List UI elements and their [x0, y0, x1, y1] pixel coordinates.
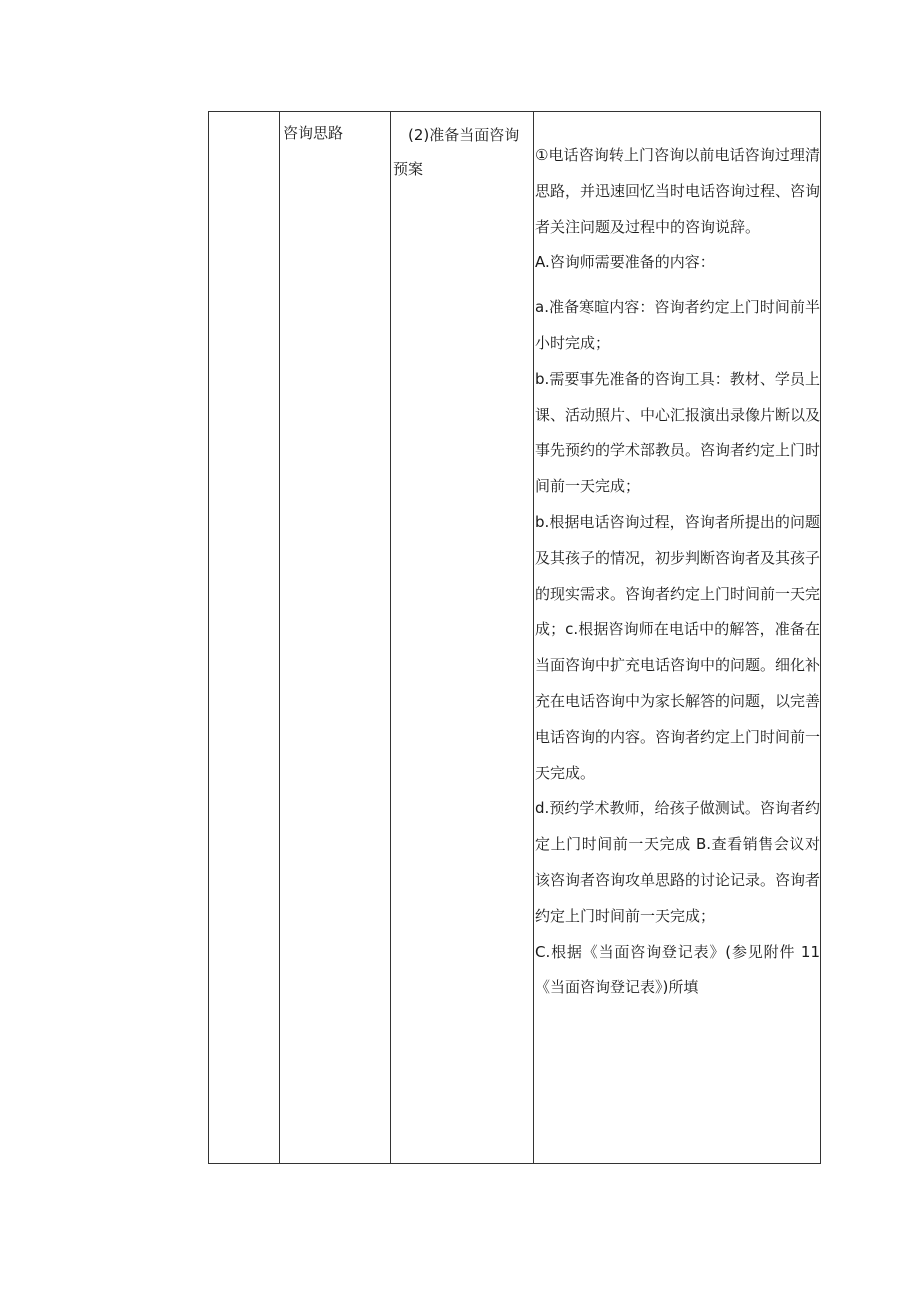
content-paragraph-1: ①电话咨询转上门咨询以前电话咨询过理清思路，并迅速回忆当时电话咨询过程、咨询者关注问题及过程中的咨询说辞。	[535, 146, 821, 236]
content-body	[534, 112, 820, 1006]
content-paragraph-2: A.咨询师需要准备的内容：	[535, 253, 715, 272]
topic-label: 咨询思路	[283, 124, 344, 142]
content-paragraph-4: b.需要事先准备的咨询工具：教材、学员上课、活动照片、中心汇报演出录像片断以及事先预约的学术部教员。咨询者约定上门时间前一天完成；	[535, 369, 821, 496]
step-cell	[391, 112, 534, 1164]
step-label: (2)准备当面咨询预案	[393, 126, 520, 178]
content-paragraph-6: d.预约学术教师，给孩子做测试。咨询者约定上门时间前一天完成 B.查看销售会议对该咨询者咨询攻单思路的讨论记录。咨询者约定上门时间前一天完成；	[535, 799, 821, 925]
empty-cell	[209, 112, 280, 1164]
content-paragraph-3: a.准备寒暄内容：咨询者约定上门时间前半小时完成；	[535, 298, 820, 352]
content-paragraph-7: C.根据《当面咨询登记表》(参见附件 11《当面咨询登记表》)所填	[535, 942, 820, 997]
content-paragraph-5: b.根据电话咨询过程，咨询者所提出的问题及其孩子的情况，初步判断咨询者及其孩子的现实需求。咨询者约定上门时间前一天完成；c.根据咨询师在电话中的解答，准备在当面咨询中扩充电话咨询中的问题。细化补充在电话咨询中为家长解答的问题，以完善电话咨询的内容。咨询者约定上门时间前一天完成。	[535, 512, 821, 782]
consultation-table	[208, 111, 821, 1164]
table-row	[209, 112, 821, 1164]
content-cell	[534, 112, 821, 1164]
topic-cell	[280, 112, 391, 1164]
